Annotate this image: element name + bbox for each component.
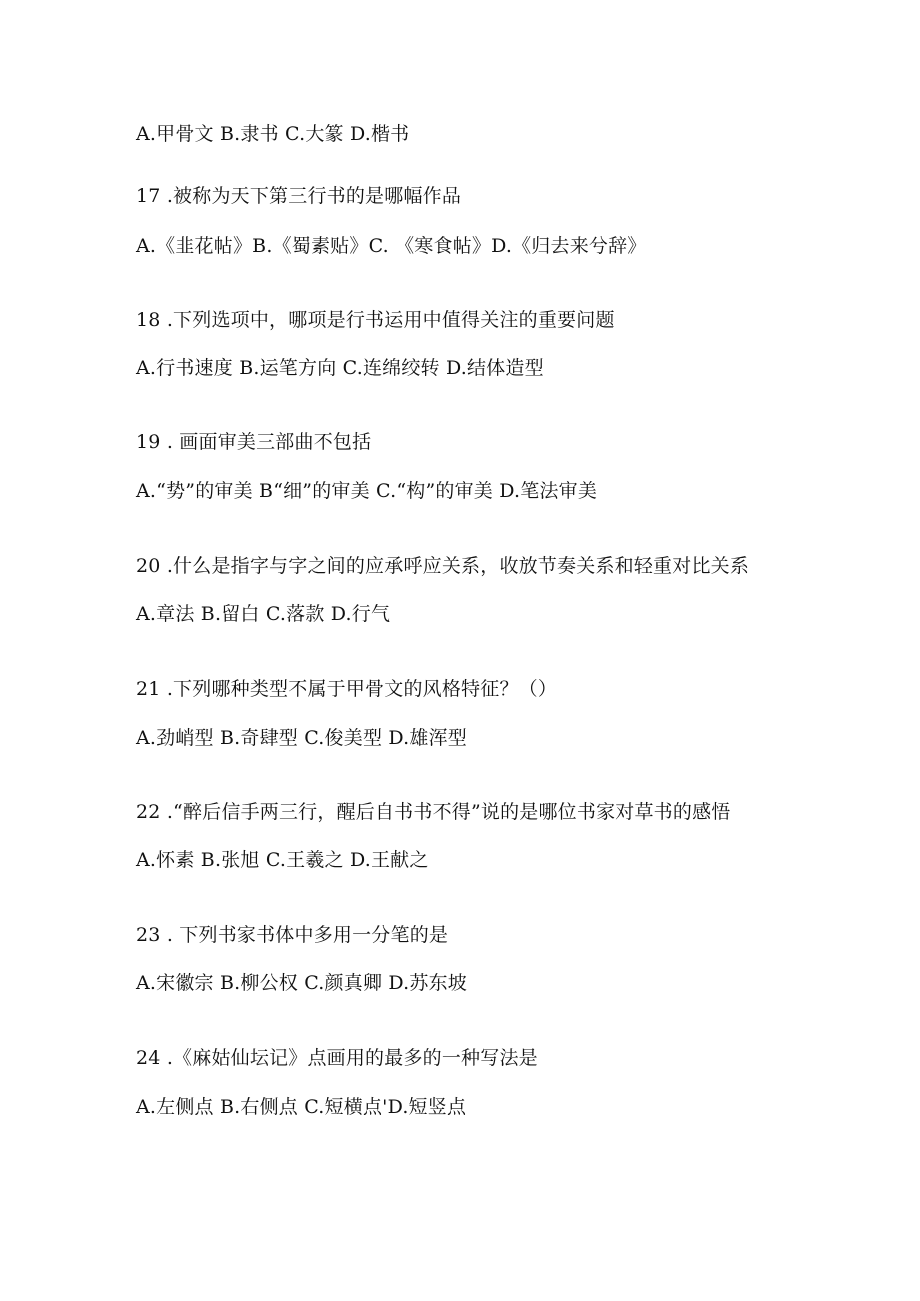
q24-options: A.左侧点 B.右侧点 C.短横点'D.短竖点 bbox=[136, 1096, 467, 1118]
q23-options: A.宋徽宗 B.柳公权 C.颜真卿 D.苏东坡 bbox=[136, 972, 467, 994]
q16-options: A.甲骨文 B.隶书 C.大篆 D.楷书 bbox=[136, 123, 410, 145]
q17-options: A.《韭花帖》B.《蜀素贴》C. 《寒食帖》D.《归去来兮辞》 bbox=[136, 235, 647, 257]
q18-question: 18 .下列选项中，哪项是行书运用中值得关注的重要问题 bbox=[136, 309, 615, 331]
q19-question: 19 . 画面审美三部曲不包括 bbox=[136, 431, 372, 453]
q22-question: 22 .“醉后信手两三行，醒后自书书不得”说的是哪位书家对草书的感悟 bbox=[136, 801, 731, 823]
q21-options: A.劲峭型 B.奇肆型 C.俊美型 D.雄浑型 bbox=[136, 727, 467, 749]
q18-options: A.行书速度 B.运笔方向 C.连绵绞转 D.结体造型 bbox=[136, 357, 544, 379]
q22-options: A.怀素 B.张旭 C.王羲之 D.王献之 bbox=[136, 849, 429, 871]
q20-options: A.章法 B.留白 C.落款 D.行气 bbox=[136, 603, 391, 625]
q19-options: A.“势”的审美 B“细”的审美 C.“构”的审美 D.笔法审美 bbox=[136, 480, 598, 502]
q24-question: 24 .《麻姑仙坛记》点画用的最多的一种写法是 bbox=[136, 1047, 538, 1069]
q17-question: 17 .被称为天下第三行书的是哪幅作品 bbox=[136, 185, 462, 207]
q23-question: 23 . 下列书家书体中多用一分笔的是 bbox=[136, 924, 449, 946]
q20-question: 20 .什么是指字与字之间的应承呼应关系，收放节奏关系和轻重对比关系 bbox=[136, 555, 750, 577]
q21-question: 21 .下列哪种类型不属于甲骨文的风格特征？（） bbox=[136, 678, 558, 700]
